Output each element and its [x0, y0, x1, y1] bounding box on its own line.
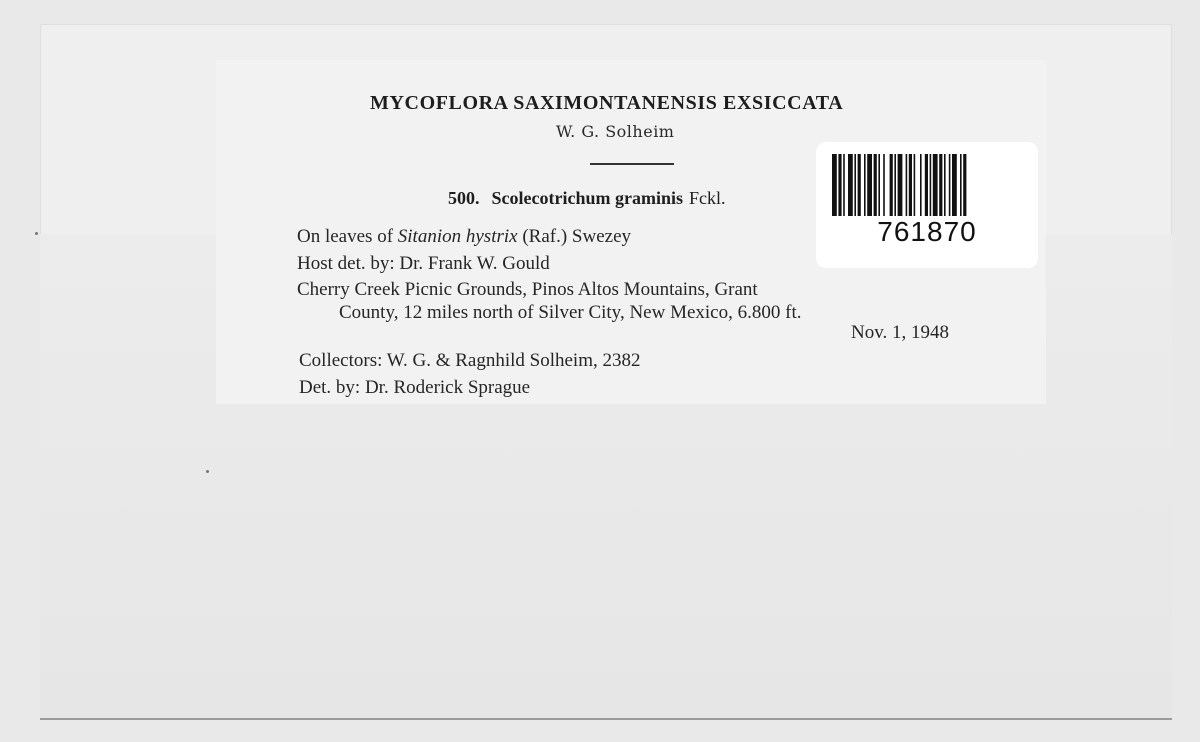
- barcode-label: [816, 142, 1038, 268]
- envelope-edge: [40, 718, 1172, 720]
- collectors-line: Collectors: W. G. & Ragnhild Solheim, 2382: [299, 350, 641, 371]
- divider-rule: [590, 163, 674, 165]
- host-line: [297, 226, 631, 248]
- locality-line-2: County, 12 miles north of Silver City, New Mexico, 6.800 ft.: [339, 302, 802, 323]
- collection-date: Nov. 1, 1948: [851, 322, 949, 343]
- label-author: W. G. Solheim: [556, 122, 675, 141]
- locality-line-1: Cherry Creek Picnic Grounds, Pinos Altos Mountains, Grant: [297, 279, 758, 300]
- barcode-number: 761870: [877, 216, 977, 247]
- specimen-heading: [448, 188, 726, 209]
- label-title: MYCOFLORA SAXIMONTANENSIS EXSICCATA: [370, 92, 844, 114]
- specimen-name: Scolecotrichum graminis: [491, 188, 683, 208]
- specimen-number: 500.: [448, 188, 480, 208]
- host-species: Sitanion hystrix: [397, 226, 518, 247]
- host-prefix: On leaves of: [297, 226, 394, 247]
- host-authority: (Raf.) Swezey: [522, 226, 632, 247]
- determiner-line: Det. by: Dr. Roderick Sprague: [299, 377, 531, 398]
- dust-spot: [206, 470, 209, 473]
- barcode-icon: [832, 154, 1022, 216]
- dust-spot: [35, 232, 38, 235]
- specimen-authority: Fckl.: [688, 188, 726, 208]
- host-determiner: Host det. by: Dr. Frank W. Gould: [297, 253, 550, 274]
